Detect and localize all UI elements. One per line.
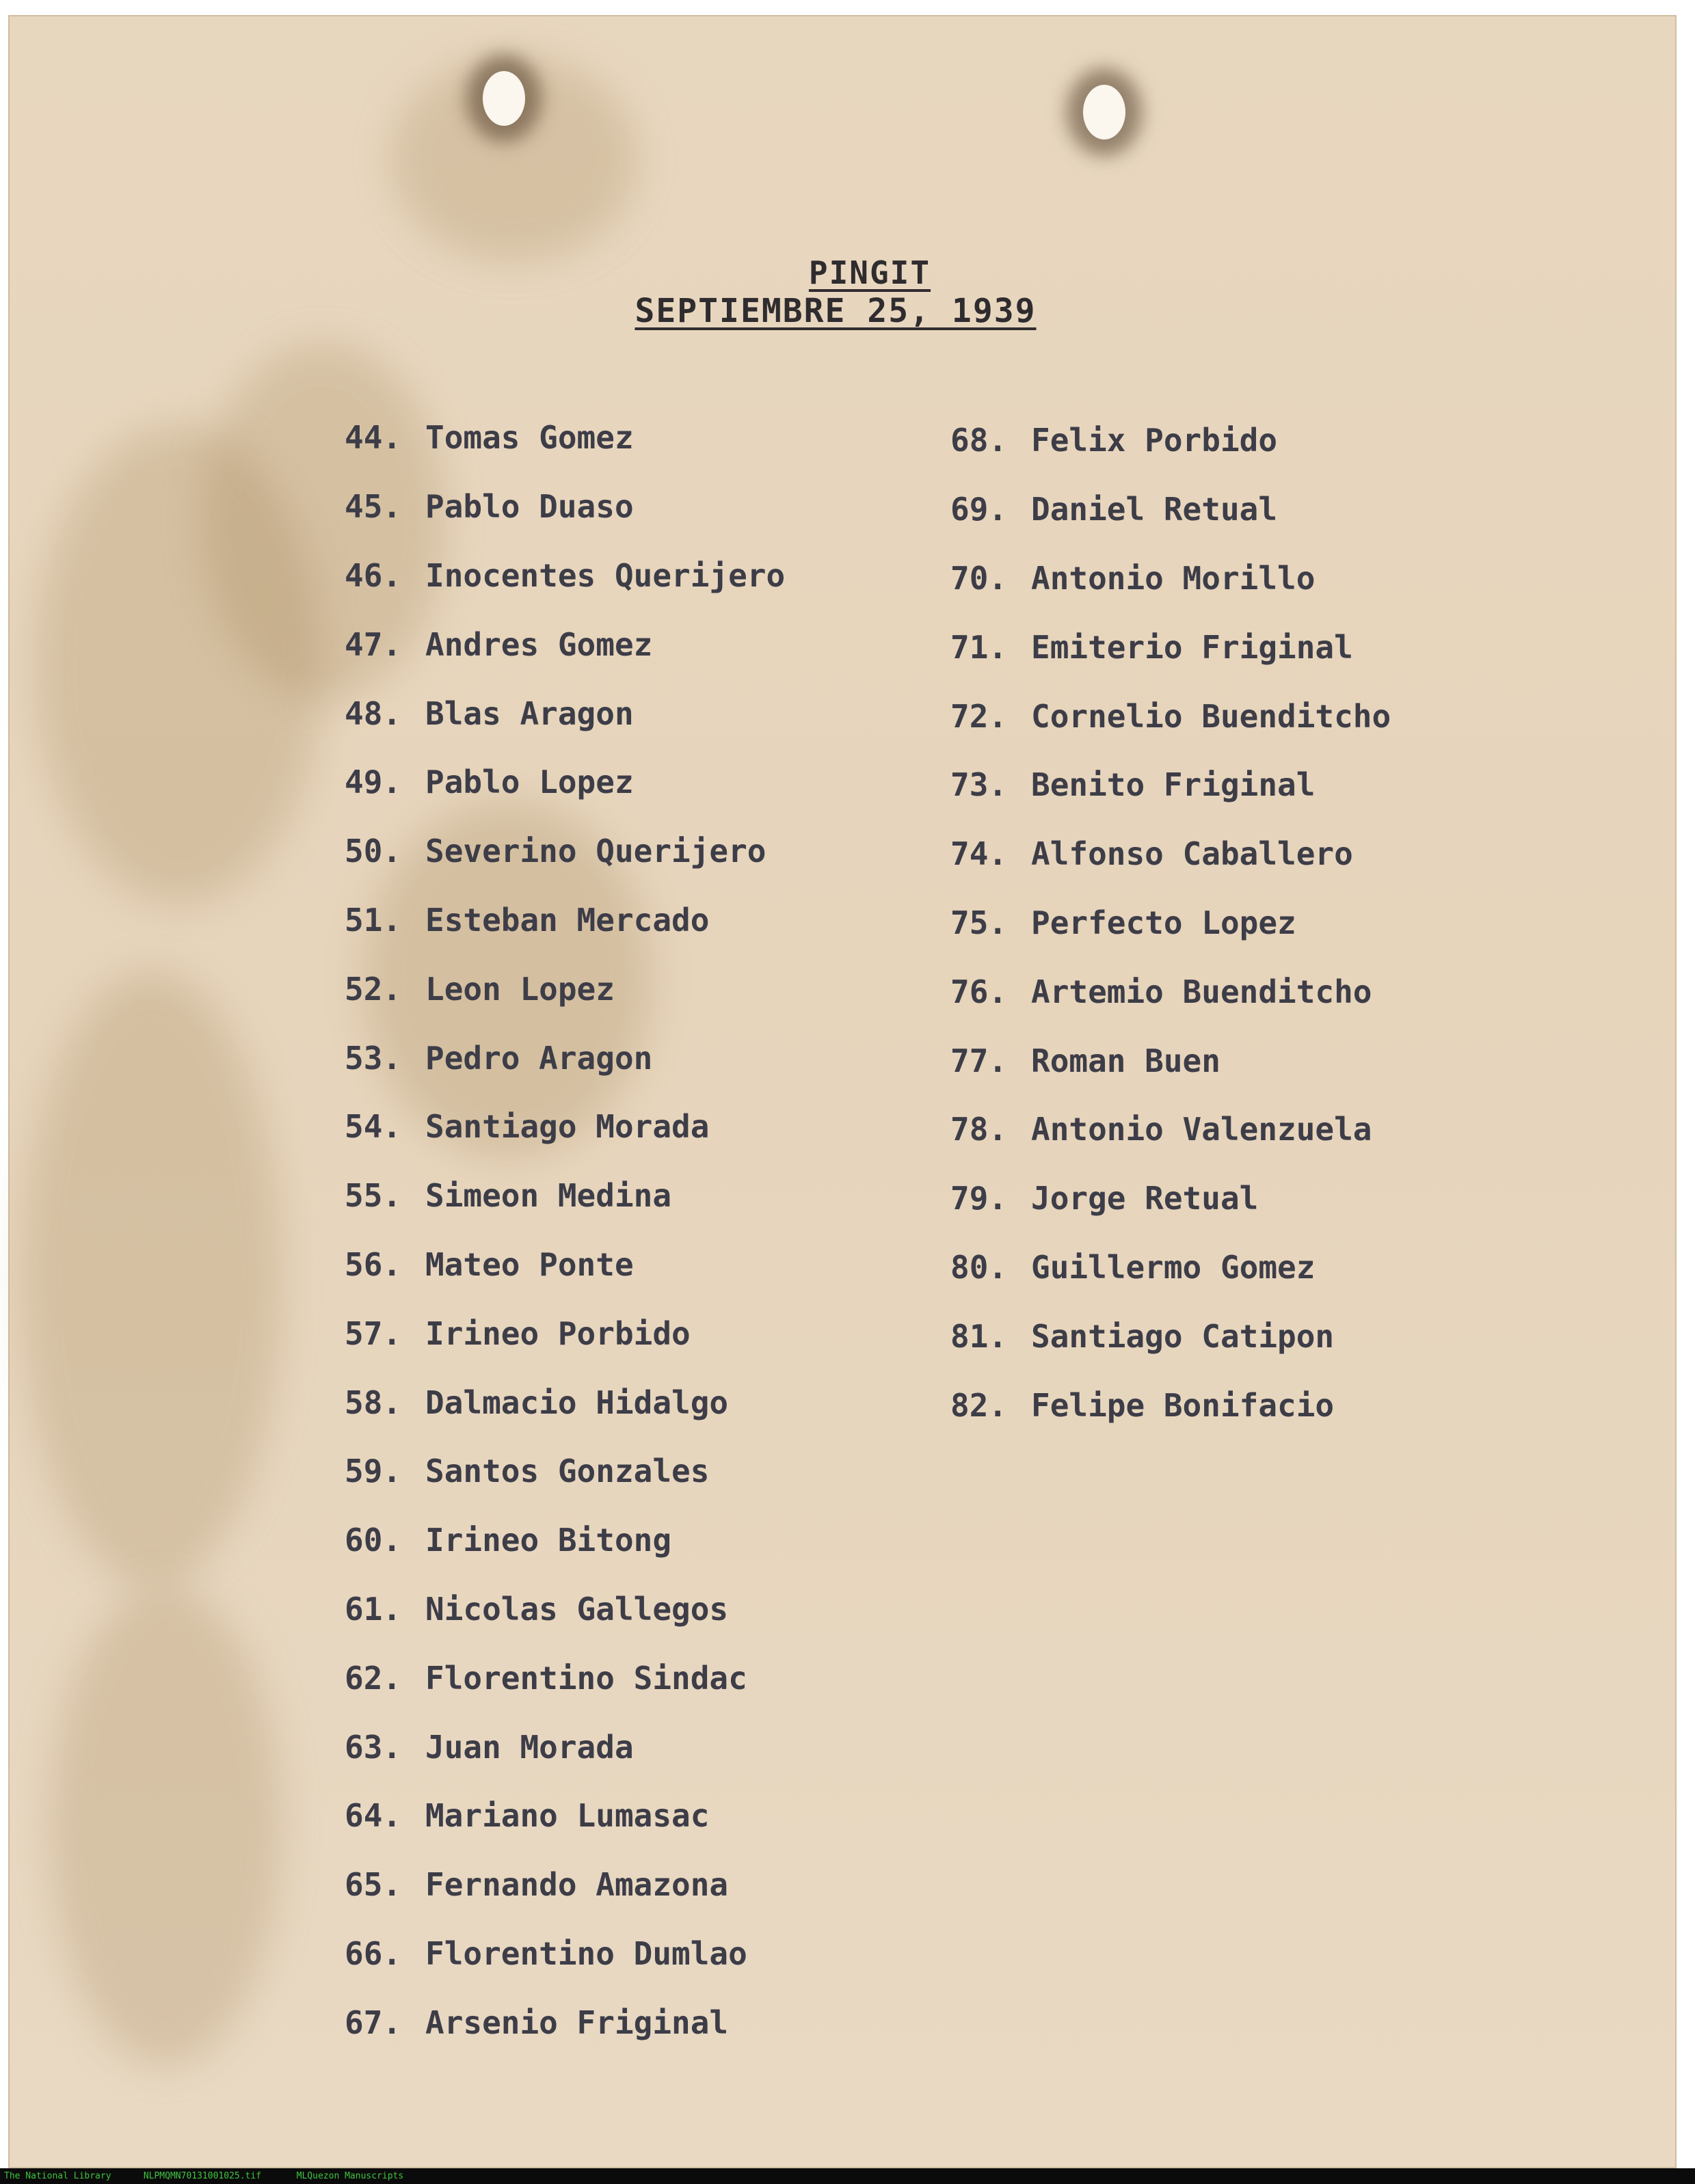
list-item [345,1437,785,1506]
list-item [345,1575,785,1644]
item-number: 77. [950,1042,1008,1079]
list-item [345,1161,785,1230]
item-number: 57. [345,1315,402,1352]
item-name: Roman Buen [1031,1042,1220,1079]
page-date: SEPTIEMBRE 25, 1939 [635,292,1037,330]
punch-hole [483,71,525,126]
item-number: 64. [345,1797,402,1835]
item-number: 44. [345,419,402,457]
item-number: 75. [950,904,1008,941]
item-name: Cornelio Buenditcho [1031,697,1391,735]
item-number: 45. [345,488,402,526]
page-title: PINGIT [808,254,931,291]
item-number: 59. [345,1453,402,1490]
item-number: 52. [345,970,402,1008]
item-number: 74. [950,835,1008,873]
item-number: 73. [950,766,1008,804]
item-number: 80. [950,1248,1008,1286]
item-name: Florentino Dumlao [425,1934,747,1972]
item-name: Leon Lopez [425,970,615,1008]
item-number: 54. [345,1108,402,1146]
item-name: Santiago Morada [425,1108,710,1146]
item-name: Pablo Duaso [425,488,634,526]
item-name: Felipe Bonifacio [1031,1386,1335,1424]
item-name: Jorge Retual [1031,1180,1259,1217]
list-item [345,1092,785,1161]
item-name: Arsenio Friginal [425,2004,729,2041]
list-item [950,889,1391,958]
item-name: Mateo Ponte [425,1245,634,1283]
item-number: 78. [950,1111,1008,1148]
list-item [950,475,1391,544]
item-name: Benito Friginal [1031,766,1316,804]
list-item [345,1368,785,1437]
footer-collection: MLQuezon Manuscripts [296,2171,404,2181]
list-item [950,751,1391,820]
list-item [950,957,1391,1026]
list-item [345,886,785,955]
item-name: Dalmacio Hidalgo [425,1384,729,1421]
item-number: 70. [950,559,1008,597]
item-number: 51. [345,901,402,939]
item-name: Nicolas Gallegos [425,1590,729,1628]
item-name: Blas Aragon [425,695,634,732]
item-number: 53. [345,1039,402,1077]
item-name: Santos Gonzales [425,1453,710,1490]
list-item [950,544,1391,613]
list-item [345,1506,785,1575]
item-number: 72. [950,697,1008,735]
item-name: Artemio Buenditcho [1031,973,1372,1010]
list-item [950,1026,1391,1095]
item-name: Inocentes Querijero [425,556,786,594]
list-item [345,1919,785,1988]
list-item [345,954,785,1023]
names-list-right [950,406,1391,1440]
water-stain [22,972,282,1587]
item-name: Perfecto Lopez [1031,904,1296,941]
item-number: 48. [345,695,402,732]
list-item [950,682,1391,751]
list-item [345,817,785,886]
item-number: 58. [345,1384,402,1421]
footer-filename: NLPMQMN70131001025.tif [143,2171,262,2181]
item-name: Daniel Retual [1031,491,1278,528]
item-number: 79. [950,1180,1008,1217]
item-name: Antonio Morillo [1031,559,1316,597]
item-number: 82. [950,1386,1008,1424]
list-item [345,1850,785,1919]
item-name: Alfonso Caballero [1031,835,1353,873]
item-name: Pablo Lopez [425,764,634,801]
list-item [950,820,1391,889]
list-item [345,1299,785,1368]
item-name: Tomas Gomez [425,419,634,457]
item-name: Florentino Sindac [425,1659,747,1697]
list-item [345,748,785,817]
item-number: 61. [345,1590,402,1628]
item-number: 63. [345,1728,402,1766]
item-number: 67. [345,2004,402,2041]
item-name: Irineo Porbido [425,1315,691,1352]
punch-hole [1083,85,1125,139]
item-name: Andres Gomez [425,625,653,663]
item-number: 66. [345,1934,402,1972]
item-name: Guillermo Gomez [1031,1248,1316,1286]
item-number: 60. [345,1522,402,1559]
names-list-left [345,403,785,2057]
list-item [950,612,1391,682]
archive-footer [0,2168,1695,2184]
item-number: 56. [345,1245,402,1283]
item-number: 50. [345,833,402,870]
item-number: 49. [345,764,402,801]
list-item [950,1095,1391,1164]
item-name: Pedro Aragon [425,1039,653,1077]
item-number: 62. [345,1659,402,1697]
list-item [950,1164,1391,1233]
item-name: Felix Porbido [1031,422,1278,459]
item-name: Juan Morada [425,1728,634,1766]
item-number: 47. [345,625,402,663]
list-item [345,472,785,541]
list-item [345,1023,785,1092]
item-name: Severino Querijero [425,833,766,870]
item-number: 55. [345,1177,402,1215]
list-item [345,1781,785,1850]
item-name: Irineo Bitong [425,1522,672,1559]
list-item [345,610,785,679]
list-item [345,1988,785,2057]
list-item [345,1712,785,1781]
water-stain [49,1587,282,2066]
item-name: Santiago Catipon [1031,1317,1335,1355]
list-item [345,679,785,748]
list-item [950,1233,1391,1302]
item-number: 69. [950,491,1008,528]
item-name: Mariano Lumasac [425,1797,710,1835]
item-name: Emiterio Friginal [1031,628,1353,666]
item-number: 71. [950,628,1008,666]
document-page [8,15,1677,2168]
item-number: 81. [950,1317,1008,1355]
list-item [345,1230,785,1299]
footer-library: The National Library [4,2171,111,2181]
list-item [950,1302,1391,1371]
item-name: Fernando Amazona [425,1866,729,1904]
item-name: Antonio Valenzuela [1031,1111,1372,1148]
item-number: 46. [345,556,402,594]
item-name: Simeon Medina [425,1177,672,1215]
list-item [950,406,1391,475]
item-number: 65. [345,1866,402,1904]
list-item [345,403,785,472]
list-item [345,541,785,610]
list-item [345,1643,785,1712]
item-number: 76. [950,973,1008,1010]
item-number: 68. [950,422,1008,459]
list-item [950,1371,1391,1440]
item-name: Esteban Mercado [425,901,710,939]
